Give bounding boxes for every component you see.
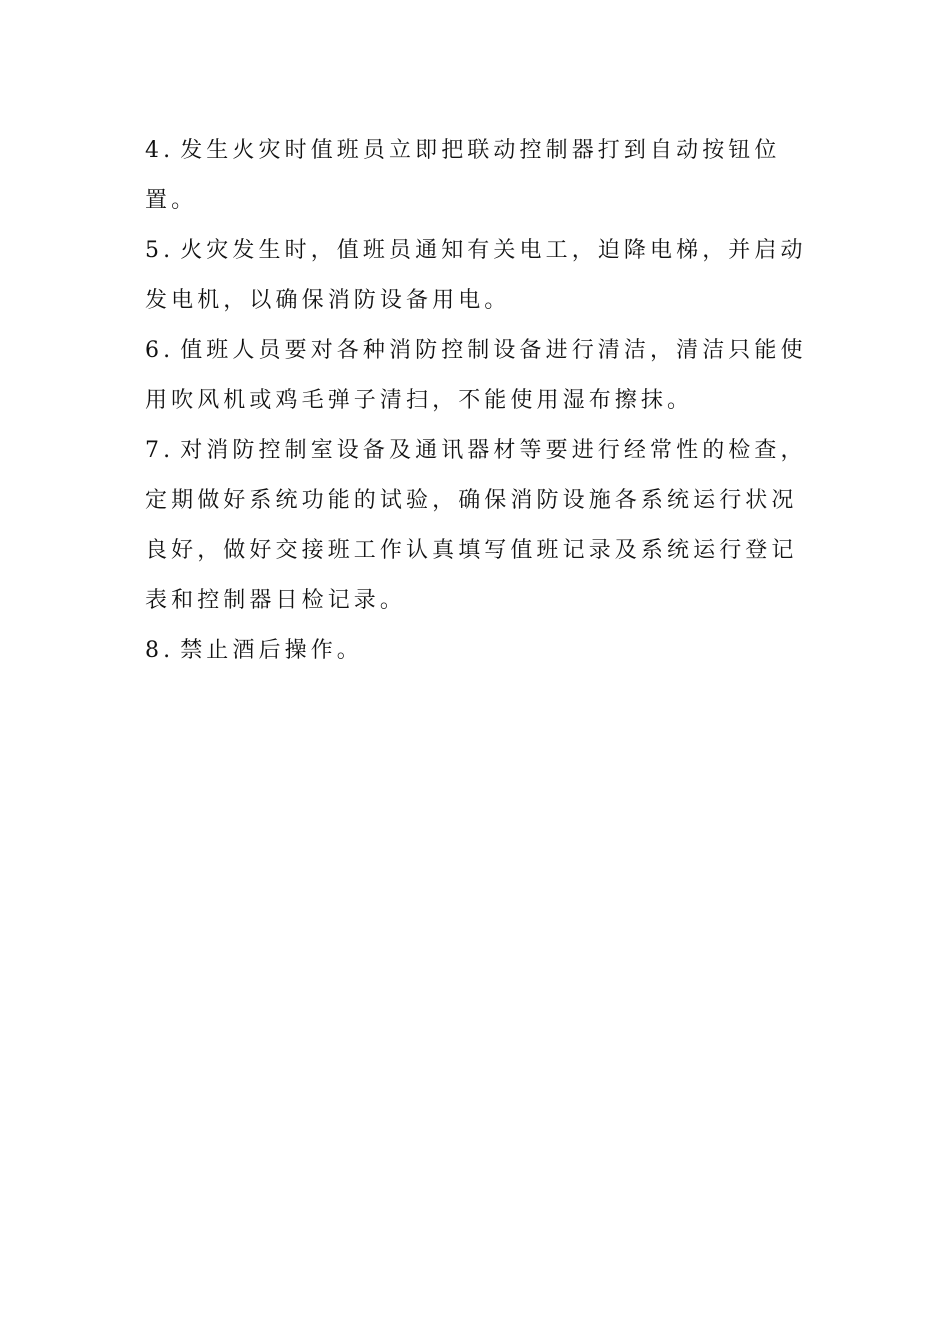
rule-text: 火灾发生时，值班员通知有关电工，迫降电梯，并启动发电机，以确保消防设备用电。 [145, 238, 807, 313]
rule-item-7 [145, 426, 815, 626]
rule-text: 值班人员要对各种消防控制设备进行清洁，清洁只能使用吹风机或鸡毛弹子清扫，不能使用湿布擦抹。 [145, 338, 807, 413]
rule-item-5 [145, 226, 815, 326]
rules-list [145, 126, 815, 676]
rule-text: 禁止酒后操作。 [180, 638, 363, 663]
rule-item-6 [145, 326, 815, 426]
rule-number: 6. [145, 338, 175, 363]
rule-text: 对消防控制室设备及通讯器材等要进行经常性的检查，定期做好系统功能的试验，确保消防设施各系统运行状况良好，做好交接班工作认真填写值班记录及系统运行登记表和控制器日检记录。 [145, 438, 807, 613]
rule-number: 4. [145, 138, 175, 163]
rule-item-8 [145, 626, 815, 676]
rule-number: 7. [145, 438, 175, 463]
rule-number: 5. [145, 238, 175, 263]
rule-number: 8. [145, 638, 175, 663]
rule-text: 发生火灾时值班员立即把联动控制器打到自动按钮位置。 [145, 138, 781, 213]
rule-item-4 [145, 126, 815, 226]
